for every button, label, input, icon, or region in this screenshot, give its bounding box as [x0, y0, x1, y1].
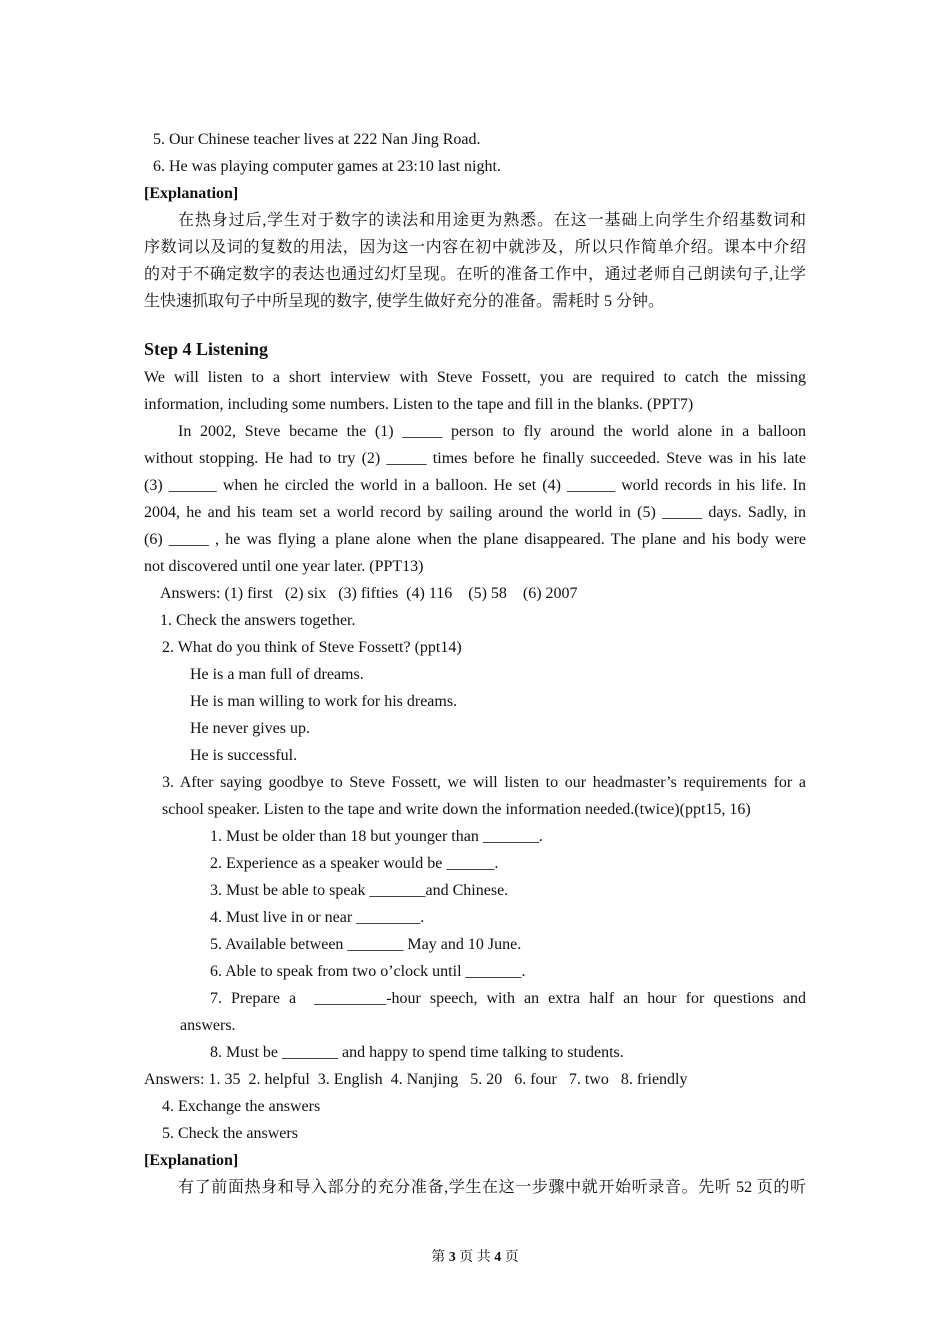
step-item: 5. Check the answers	[162, 1125, 298, 1142]
explanation-line: 有了前面热身和导入部分的充分准备,学生在这一步骤中就开始听录音。先听 52 页的听	[178, 1179, 806, 1196]
step-item: 1. Check the answers together.	[160, 612, 356, 629]
requirement-line: answers.	[180, 1017, 236, 1034]
step-item: 2. What do you think of Steve Fossett? (ppt14)	[162, 639, 462, 656]
passage-line: without stopping. He had to try (2) _____ times before he finally succeeded. Steve was in his late	[144, 450, 806, 467]
footer-suffix: 页	[501, 1250, 519, 1265]
step-item: school speaker. Listen to the tape and write down the information needed.(twice)(ppt15, 16)	[162, 801, 751, 818]
requirement-line: 3. Must be able to speak _______and Chinese.	[210, 882, 509, 899]
passage-line: not discovered until one year later. (PPT13)	[144, 558, 424, 575]
requirement-line: 5. Available between _______ May and 10 June.	[210, 936, 522, 953]
explanation-label: [Explanation]	[144, 1152, 239, 1169]
opinion-line: He is man willing to work for his dreams.	[190, 693, 458, 710]
footer-prefix: 第	[431, 1250, 449, 1265]
footer-mid: 页 共	[455, 1250, 495, 1265]
requirement-line: 4. Must live in or near ________.	[210, 909, 425, 926]
footer-total-pages: 4	[494, 1250, 502, 1265]
answers-line: Answers: (1) first (2) six (3) fifties (4) 116 (5) 58 (6) 2007	[160, 585, 578, 602]
requirement-line: 8. Must be _______ and happy to spend time talking to students.	[210, 1044, 624, 1061]
step-item: 4. Exchange the answers	[162, 1098, 321, 1115]
explanation-line: 生快速抓取句子中所呈现的数字, 使学生做好充分的准备。需耗时 5 分钟。	[144, 293, 665, 310]
answers-line: Answers: 1. 35 2. helpful 3. English 4. Nanjing 5. 20 6. four 7. two 8. friendly	[144, 1071, 688, 1088]
requirement-line: 1. Must be older than 18 but younger than _______.	[210, 828, 543, 845]
footer-page-number: 3	[448, 1250, 456, 1265]
page-footer	[0, 1246, 950, 1266]
opinion-line: He never gives up.	[190, 720, 310, 737]
passage-line: In 2002, Steve became the (1) _____ person to fly around the world alone in a balloon	[178, 423, 806, 440]
opinion-line: He is a man full of dreams.	[190, 666, 364, 683]
requirement-line: 6. Able to speak from two o’clock until _______.	[210, 963, 526, 980]
step4-heading: Step 4 Listening	[144, 339, 269, 359]
explanation-label: [Explanation]	[144, 185, 239, 202]
passage-line: (3) ______ when he circled the world in a balloon. He set (4) ______ world records in his life. In	[144, 477, 806, 494]
passage-line: 2004, he and his team set a world record by sailing around the world in (5) _____ days. Sadly, in	[144, 504, 806, 521]
text-line: 6. He was playing computer games at 23:10 last night.	[153, 158, 501, 175]
intro-line: We will listen to a short interview with Steve Fossett, you are required to catch the missing	[144, 369, 806, 386]
opinion-line: He is successful.	[190, 747, 298, 764]
requirement-line: 7. Prepare a _________-hour speech, with an extra half an hour for questions and	[210, 990, 806, 1007]
passage-line: (6) _____ , he was flying a plane alone when the plane disappeared. The plane and his body were	[144, 531, 806, 548]
page-content	[144, 126, 806, 1201]
explanation-line: 在热身过后,学生对于数字的读法和用途更为熟悉。在这一基础上向学生介绍基数词和	[178, 212, 806, 229]
explanation-line: 的对于不确定数字的表达也通过幻灯呈现。在听的准备工作中，通过老师自己朗读句子,让学	[144, 266, 806, 283]
intro-line: information, including some numbers. Listen to the tape and fill in the blanks. (PPT7)	[144, 396, 694, 413]
text-line: 5. Our Chinese teacher lives at 222 Nan Jing Road.	[153, 131, 481, 148]
step-item: 3. After saying goodbye to Steve Fossett, we will listen to our headmaster’s requirements for a	[162, 774, 806, 791]
requirement-line: 2. Experience as a speaker would be ______.	[210, 855, 499, 872]
explanation-line: 序数词以及词的复数的用法，因为这一内容在初中就涉及，所以只作简单介绍。课本中介绍	[144, 239, 806, 256]
